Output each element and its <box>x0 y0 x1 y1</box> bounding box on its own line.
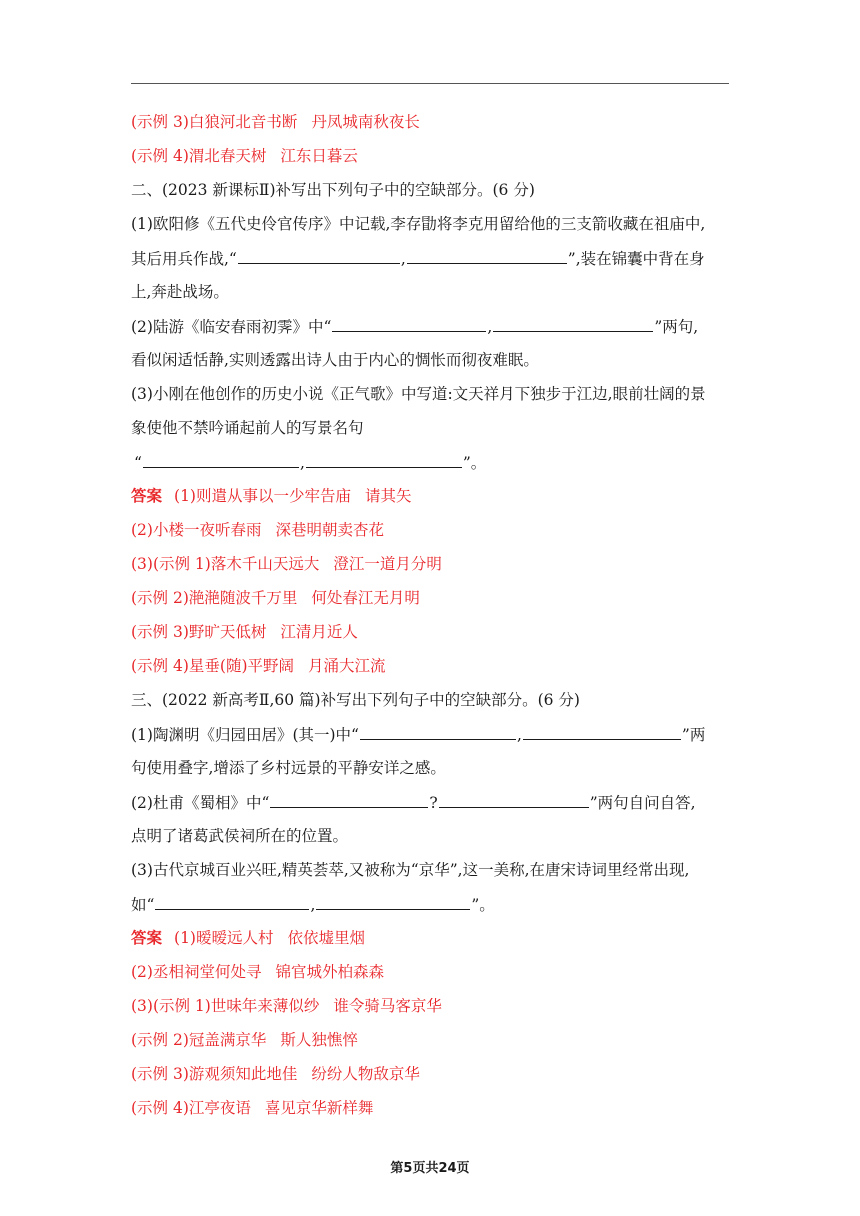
answer-blank <box>238 248 400 264</box>
question-2-heading: 二、(2023 新课标Ⅱ)补写出下列句子中的空缺部分。(6 分) <box>131 181 535 199</box>
answer-line: 答案 (1)则遣从事以一少牢告庙 请其矢 <box>131 486 412 505</box>
q2-part3-line1: (3)小刚在他创作的历史小说《正气歌》中写道:文天祥月下独步于江边,眼前壮阔的景 <box>131 385 706 403</box>
answer-line: (2)丞相祠堂何处寻 锦官城外柏森森 <box>131 963 384 981</box>
q3-part1-line2: 句使用叠字,增添了乡村远景的平静安详之感。 <box>131 759 446 777</box>
answer-blank <box>523 724 681 740</box>
q3-part2-line2: 点明了诸葛武侯祠所在的位置。 <box>131 827 349 845</box>
answer-line: (示例 2)冠盖满京华 斯人独憔悴 <box>131 1031 358 1049</box>
answer-blank <box>493 316 653 332</box>
q3-part3-line1: (3)古代京城百业兴旺,精英荟萃,又被称为“京华”,这一美称,在唐宋诗词里经常出现, <box>131 861 690 879</box>
answer-blank <box>143 452 299 468</box>
q3-part3-line2: 如“ , ”。 <box>131 896 495 914</box>
header-rule <box>131 83 729 84</box>
answer-blank <box>306 452 462 468</box>
question-3-heading: 三、(2022 新高考Ⅱ,60 篇)补写出下列句子中的空缺部分。(6 分) <box>131 691 580 709</box>
answer-blank <box>439 792 589 808</box>
example-line: (示例 4)渭北春天树 江东日暮云 <box>131 147 358 165</box>
answer-blank <box>270 792 428 808</box>
answer-line: (示例 2)滟滟随波千万里 何处春江无月明 <box>131 589 420 607</box>
answer-blank <box>360 724 516 740</box>
q2-part1-line2: 其后用兵作战,“ , ”,装在锦囊中背在身 <box>131 250 705 268</box>
answer-line: (示例 4)江亭夜语 喜见京华新样舞 <box>131 1099 374 1117</box>
q2-part1-line1: (1)欧阳修《五代史伶官传序》中记载,李存勖将李克用留给他的三支箭收藏在祖庙中, <box>131 215 706 233</box>
answer-line: (示例 3)野旷天低树 江清月近人 <box>131 623 358 641</box>
q2-part3-line3: “ , ”。 <box>134 454 487 472</box>
example-line: (示例 3)白狼河北音书断 丹凤城南秋夜长 <box>131 113 420 131</box>
page-footer: 第5页共24页 <box>390 1161 470 1176</box>
q2-part1-line3: 上,奔赴战场。 <box>131 283 229 301</box>
q3-part2-line1: (2)杜甫《蜀相》中“ ? ”两句自问自答, <box>131 794 696 812</box>
q2-part2-line1: (2)陆游《临安春雨初霁》中“ , ”两句, <box>131 318 699 336</box>
answer-blank <box>316 894 470 910</box>
answer-line: (示例 3)游观须知此地佳 纷纷人物敌京华 <box>131 1065 420 1083</box>
answer-line: (3)(示例 1)落木千山天远大 澄江一道月分明 <box>131 555 442 573</box>
q2-part3-line2: 象使他不禁吟诵起前人的写景名句 <box>131 419 364 437</box>
answer-line: (3)(示例 1)世味年来薄似纱 谁令骑马客京华 <box>131 997 442 1015</box>
q2-part2-line2: 看似闲适恬静,实则透露出诗人由于内心的惆怅而彻夜难眠。 <box>131 351 539 369</box>
answer-line: (2)小楼一夜听春雨 深巷明朝卖杏花 <box>131 521 384 539</box>
answer-blank <box>332 316 486 332</box>
answer-blank <box>155 894 309 910</box>
answer-line: (示例 4)星垂(随)平野阔 月涌大江流 <box>131 657 386 675</box>
answer-label: 答案 <box>131 486 163 505</box>
answer-label: 答案 <box>131 928 163 947</box>
answer-line: 答案 (1)暧暧远人村 依依墟里烟 <box>131 928 366 947</box>
q3-part1-line1: (1)陶渊明《归园田居》(其一)中“ , ”两 <box>131 726 706 744</box>
answer-blank <box>407 248 567 264</box>
